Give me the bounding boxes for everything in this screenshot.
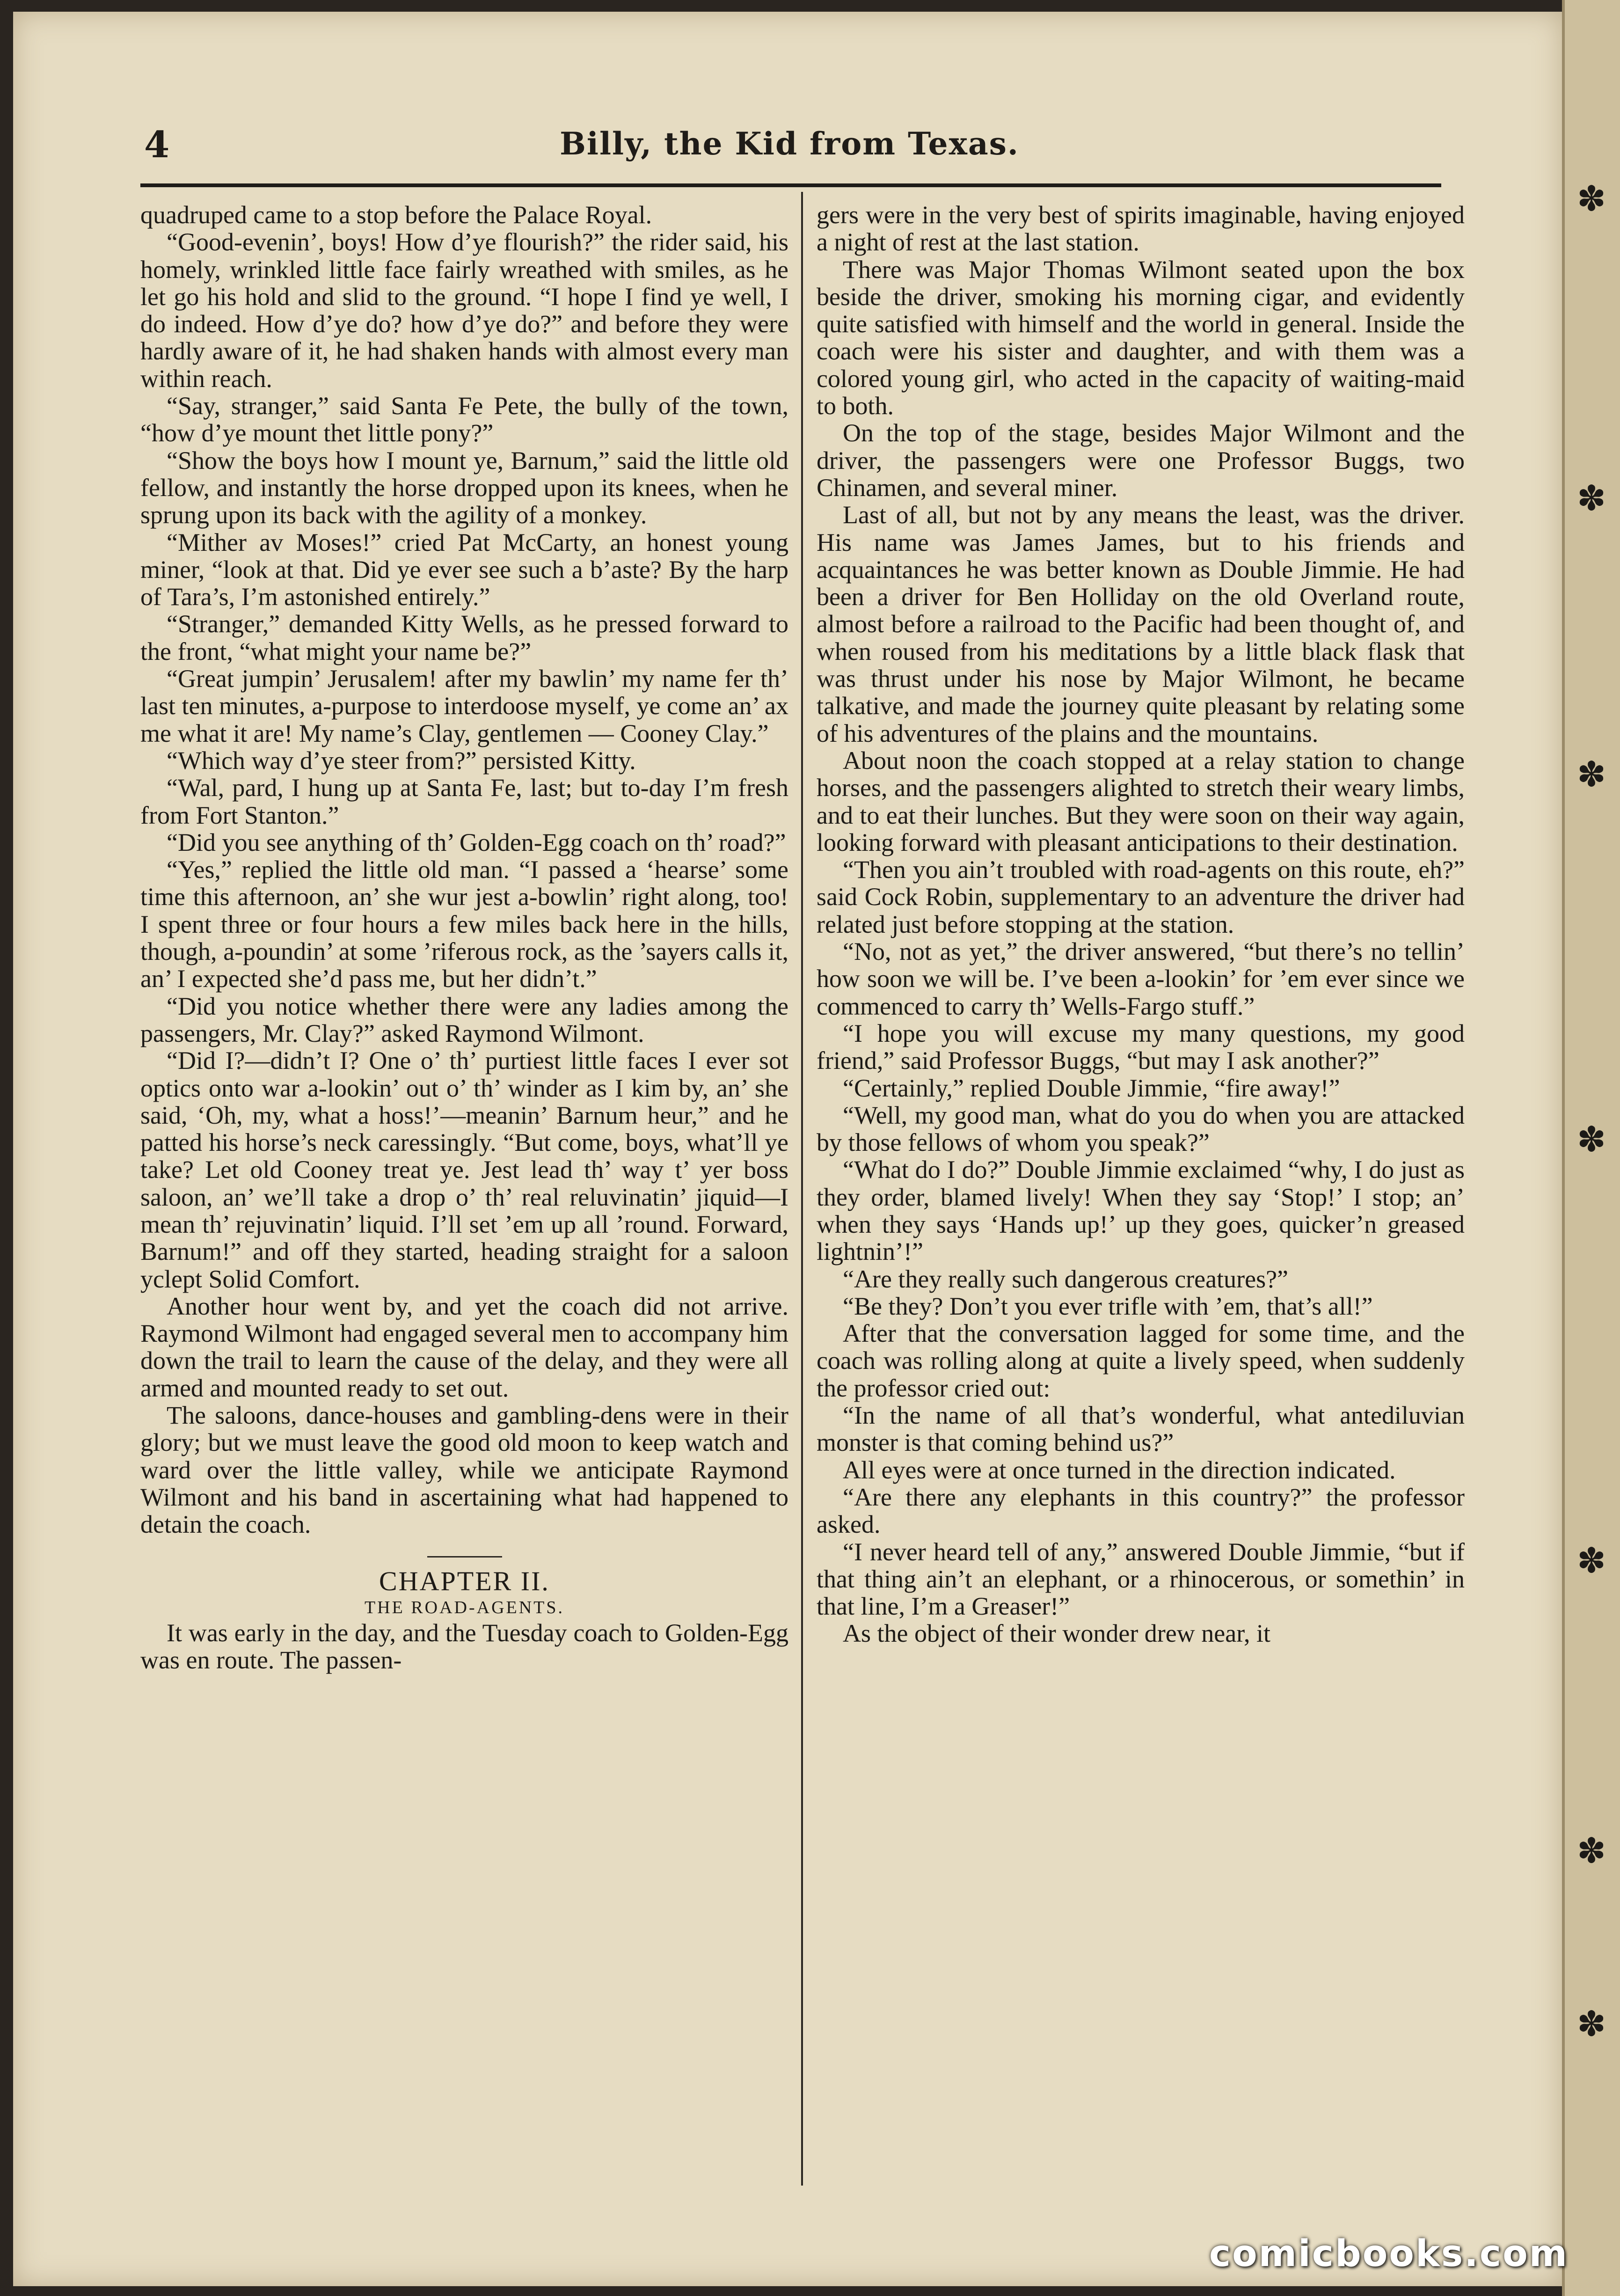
running-title: Billy, the Kid from Texas.	[560, 125, 1019, 162]
page-header	[127, 112, 1452, 168]
paragraph: “Wal, pard, I hung up at Santa Fe, last; but to-day I’m fresh from Fort Stanton.”	[140, 774, 788, 829]
paragraph: It was early in the day, and the Tuesday coach to Golden-Egg was en route. The passen-	[140, 1618, 788, 1674]
paragraph: “Show the boys how I mount ye, Barnum,” said the little old fellow, and instantly the horse dropped upon its knees, when he sprung upon its back with the agility of a monkey.	[140, 446, 788, 529]
paragraph: “Stranger,” demanded Kitty Wells, as he pressed forward to the front, “what might your name be?”	[140, 610, 788, 665]
paragraph: “I never heard tell of any,” answered Double Jimmie, “but if that thing ain’t an elephant, or a rhinocerous, or somethin’ in that line, I’m a Greaser!”	[817, 1537, 1465, 1621]
binding-ornament-icon: ✽	[1576, 1831, 1606, 1871]
chapter-subtitle: THE ROAD-AGENTS.	[364, 1597, 565, 1617]
binding-ornament-icon: ✽	[1576, 1541, 1606, 1581]
page-number: 4	[144, 124, 170, 166]
column-divider	[801, 192, 803, 2186]
paragraph: As the object of their wonder drew near, it	[843, 1619, 1271, 1648]
paragraph: gers were in the very best of spirits imaginable, having enjoyed a night of rest at the last station.	[817, 201, 1465, 256]
chapter-title: CHAPTER II.	[379, 1565, 550, 1596]
paragraph: “Did I?—didn’t I? One o’ th’ purtiest little faces I ever sot optics onto war a-lookin’ out o’ th’ winder as I kim by, an’ she said, ‘Oh, my, what a hoss!’—meanin’ Barnum heur,” and he patted his horse’s neck caressingly. “But come, boys, what’ll ye take? Let old Cooney treat ye. Jest lead th’ way t’ yer boss saloon, an’ we’ll take a drop o’ th’ real reluvinatin’ jiquid—I mean th’ rejuvinatin’ liquid. I’ll set ’em up all ’round. Forward, Barnum!” and off they started, heading straight for a saloon yclept Solid Comfort.	[140, 1046, 788, 1293]
paragraph: “Did you see anything of th’ Golden-Egg coach on th’ road?”	[167, 828, 786, 856]
chapter-rule	[427, 1556, 502, 1557]
paragraph: “Then you ain’t troubled with road-agents on this route, eh?” said Cock Robin, supplementary to an adventure the driver had related just before stopping at the station.	[817, 856, 1465, 938]
paragraph: “Yes,” replied the little old man. “I passed a ‘hearse’ some time this afternoon, an’ she wur jest a-bowlin’ right along, too! I spent three or four hours a few miles back here in the hills, though, a-poundin’ at some ’riferous rock, as the ’sayers calls it, an’ I expected she’d pass me, but her didn’t.”	[140, 856, 788, 993]
binding-ornament-icon: ✽	[1576, 179, 1606, 219]
paragraph: The saloons, dance-houses and gambling-dens were in their glory; but we must leave the good old moon to keep watch and ward over the little valley, while we anticipate Raymond Wilmont and his band in ascertaining what had happened to detain the coach.	[140, 1401, 788, 1539]
paragraph: Another hour went by, and yet the coach did not arrive. Raymond Wilmont had engaged several men to accompany him down the trail to learn the cause of the delay, and they were all armed and mounted ready to set out.	[140, 1292, 788, 1402]
paragraph: All eyes were at once turned in the direction indicated.	[843, 1455, 1396, 1484]
paragraph: “Good-evenin’, boys! How d’ye flourish?” the rider said, his homely, wrinkled little face fairly wreathed with smiles, as he let go his hold and slid to the ground. “I hope I find ye well, I do indeed. How d’ye do? how d’ye do?” and before they were hardly aware of it, he had shaken hands with almost every man within reach.	[140, 228, 788, 393]
paragraph: “Be they? Don’t you ever trifle with ’em, that’s all!”	[843, 1292, 1373, 1320]
paragraph: “Are there any elephants in this country?” the professor asked.	[817, 1483, 1465, 1539]
paragraph: “Did you notice whether there were any ladies among the passengers, Mr. Clay?” asked Raymond Wilmont.	[140, 992, 788, 1047]
watermark: comicbooks.com	[1209, 2233, 1569, 2275]
paragraph: “Mither av Moses!” cried Pat McCarty, an honest young miner, “look at that. Did ye ever see such a b’aste? By the harp of Tara’s, I’m astonished entirely.”	[140, 528, 788, 611]
paragraph: About noon the coach stopped at a relay station to change horses, and the passengers alighted to stretch their weary limbs, and to eat their lunches. But they were soon on their way again, looking forward with pleasant anticipations to their destination.	[817, 746, 1465, 856]
binding-ornament-icon: ✽	[1576, 478, 1606, 519]
paragraph: “Great jumpin’ Jerusalem! after my bawlin’ my name fer th’ last ten minutes, a-purpose to interdoose myself, ye come an’ ax me what it are! My name’s Clay, gentlemen — Cooney Clay.”	[140, 665, 788, 747]
paragraph: “I hope you will excuse my many questions, my good friend,” said Professor Buggs, “but may I ask another?”	[817, 1019, 1465, 1075]
right-column	[817, 201, 1465, 1647]
paragraph: Last of all, but not by any means the least, was the driver. His name was James James, but to his friends and acquaintances he was better known as Double Jimmie. He had been a driver for Ben Holliday on the old Overland route, almost before a railroad to the Pacific had been thought of, and when roused from his meditations by a little black flask that was thrust under his nose by Major Wilmont, he became talkative, and made the journey quite pleasant by relating some of his adventures of the plains and the mountains.	[817, 501, 1465, 747]
binding-ornament-icon: ✽	[1576, 754, 1606, 795]
paragraph: “Well, my good man, what do you do when you are attacked by those fellows of whom you speak?”	[817, 1101, 1465, 1157]
paragraph: “What do I do?” Double Jimmie exclaimed “why, I do just as they order, blamed lively! When they say ‘Stop!’ I stop; an’ when they says ‘Hands up!’ up they goes, quicker’n greased lightnin’!”	[817, 1155, 1465, 1266]
binding-ornament-icon: ✽	[1576, 2004, 1606, 2044]
left-column	[140, 201, 788, 1674]
binding-ornament-icon: ✽	[1576, 1119, 1606, 1160]
paragraph: “Certainly,” replied Double Jimmie, “fire away!”	[843, 1074, 1340, 1102]
paragraph: On the top of the stage, besides Major Wilmont and the driver, the passengers were one Professor Buggs, two Chinamen, and several miner.	[817, 419, 1465, 502]
paragraph: “Say, stranger,” said Santa Fe Pete, the bully of the town, “how d’ye mount thet little pony?”	[140, 392, 788, 447]
paragraph: quadruped came to a stop before the Palace Royal.	[140, 201, 652, 229]
header-rule	[140, 183, 1441, 187]
paragraph: “No, not as yet,” the driver answered, “but there’s no tellin’ how soon we will be. I’ve been a-lookin’ for ’em ever since we commenced to carry th’ Wells-Fargo stuff.”	[817, 937, 1465, 1020]
paragraph: “In the name of all that’s wonderful, what antediluvian monster is that coming behind us?”	[817, 1401, 1465, 1457]
paragraph: “Are they really such dangerous creatures?”	[843, 1265, 1289, 1293]
paragraph: After that the conversation lagged for some time, and the coach was rolling along at quite a lively speed, when suddenly the professor cried out:	[817, 1319, 1465, 1402]
paragraph: There was Major Thomas Wilmont seated upon the box beside the driver, smoking his morning cigar, and evidently quite satisfied with himself and the world in general. Inside the coach were his sister and daughter, and with them was a colored young girl, who acted in the capacity of waiting-maid to both.	[817, 255, 1465, 420]
paragraph: “Which way d’ye steer from?” persisted Kitty.	[167, 746, 636, 775]
